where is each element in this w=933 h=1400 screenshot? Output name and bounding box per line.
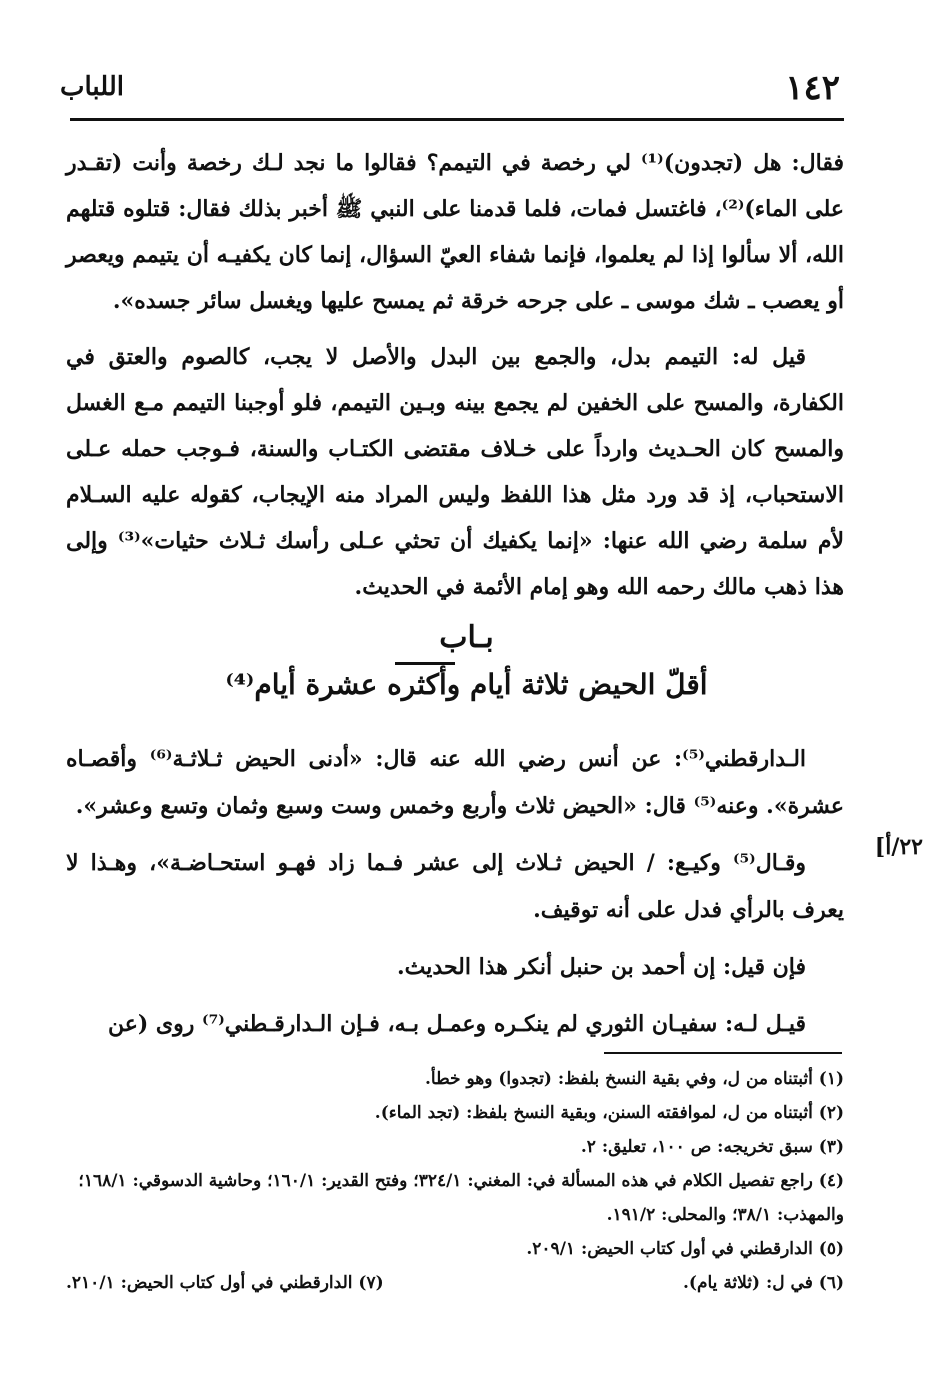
- footnote: (٣) سبق تخريجه: ص ١٠٠، تعليق: ٢.: [580, 1137, 844, 1157]
- paragraph: فقال: هل (تجدون)⁽¹⁾ لي رخصة في التيمم؟ فقالوا ما نجد لـك رخصة وأنت (تقـدر على الماء)⁽²⁾، فاغتسل فمات، فلما قدمنا على النبي ﷺ أخبر بذلك فقال: قتلوه قتلهم الله، ألا سألوا إذا لم يعلموا، فإنما شفاء العيّ السؤال، إنما كان يكفيـه أن يتيمم ويعصر أو يعصب ـ شك موسى ـ على جرحه خرقة ثم يمسح عليها ويغسل سائر جسده».: [66, 150, 845, 314]
- footnote: (٥) الدارقطني في أول كتاب الحيض: ٢٠٩/١.: [526, 1239, 844, 1259]
- header-rule: [70, 118, 844, 121]
- footnote-rule: [604, 1052, 842, 1054]
- footnote: (٦) في ل: (ثلاثة يام).: [683, 1273, 844, 1293]
- main-text: [66, 140, 844, 620]
- chapter-heading: بـاب: [439, 620, 494, 655]
- manuscript-folio-marker: ٢٢/أ]: [874, 834, 923, 860]
- paragraph: فإن قيل: إن أحمد بن حنبل أنكر هذا الحديث.: [397, 954, 806, 980]
- footnote: (٤) راجع تفصيل الكلام في هذه المسألة في: المغني: ٣٢٤/١؛ وفتح القدير: ١٦٠/١؛ وحاشية الدسوقي: ١٦٨/١؛ والمهذب: ٣٨/١؛ والمحلى: ١٩١/٢.: [78, 1171, 844, 1225]
- footnote: (٧) الدارقطني في أول كتاب الحيض: ٢١٠/١.: [66, 1273, 384, 1293]
- chapter-title: أقلّ الحيض ثلاثة أيام وأكثره عشرة أيام⁽⁴⁾: [225, 668, 708, 701]
- paragraph: قيل له: التيمم بدل، والجمع بين البدل والأصل لا يجب، كالصوم والعتق في الكفارة، والمسح على الخفين لم يجمع بينه وبـين التيمم، فلو أوجبنا التيمم مـع الغسل والمسح كان الحـديث وارداً على خـلاف مقتضى الكتـاب والسنة، فـوجب حمله عـلى الاستحباب، إذ قد ورد مثل هذا اللفظ وليس المراد منه الإيجاب، كقوله عليه السـلام لأم سلمة رضي الله عنها: «إنما يكفيك أن تحثي عـلى رأسك ثـلاث حثيات»⁽³⁾ وإلى هذا ذهب مالك رحمه الله وهو إمام الأئمة في الحديث.: [66, 344, 844, 600]
- footnote-row: [66, 1266, 844, 1300]
- paragraph: وقـال⁽⁵⁾ وكيـع: / الحيض ثـلاث إلى عشر فـما زاد فهـو استحـاضـة»، وهـذا لا يعرف بالرأي فدل على أنه توقيف.: [66, 850, 844, 923]
- paragraph: قيـل لـه: سفيـان الثوري لم ينكـره وعمـل بـه، فـإن الـدارقـطني⁽⁷⁾ روى (عن: [107, 1011, 806, 1037]
- footnote: (٢) أثبتناه من ل، لموافقته السنن، وبقية النسخ بلفظ: (تجد الماء).: [374, 1103, 844, 1123]
- chapter-underline: [395, 662, 455, 665]
- paragraph: الـدارقطني⁽⁵⁾: عن أنس رضي الله عنه قال: «أدنى الحيض ثـلاثـة⁽⁶⁾ وأقصـاه عشرة». وعنه⁽⁵⁾ قال: «الحيض ثلاث وأربع وخمس وست وسبع وثمان وتسع وعشر».: [66, 746, 844, 819]
- footnote: (١) أثبتناه من ل، وفي بقية النسخ بلفظ: (تجدوا) وهو خطأ.: [424, 1069, 844, 1089]
- footnotes: [66, 1062, 844, 1300]
- running-title: اللباب: [60, 72, 124, 102]
- page-number: ١٤٢: [785, 68, 840, 108]
- chapter-text: [66, 736, 844, 1058]
- page-header: [60, 66, 840, 110]
